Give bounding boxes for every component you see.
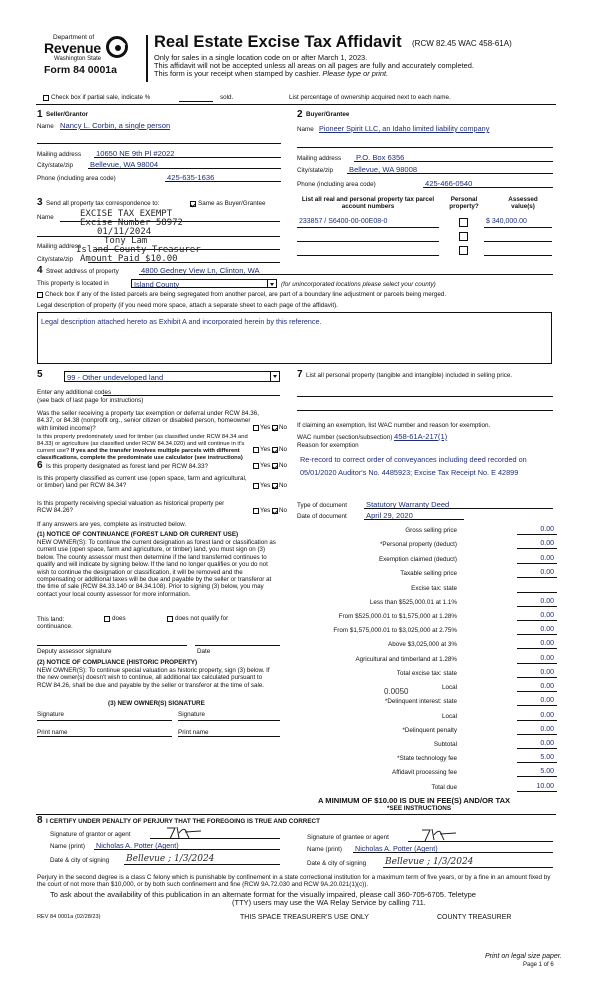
personal-property-checkbox-1[interactable] (459, 218, 468, 227)
buyer-name-line-2 (297, 147, 553, 148)
doc-type[interactable]: Statutory Warranty Deed (366, 500, 450, 509)
forest-yes-checkbox[interactable] (253, 463, 259, 469)
parcel-line-2 (297, 241, 439, 242)
calc-row-label: Local (441, 713, 457, 720)
owner-print-line-1[interactable] (37, 736, 172, 737)
timber-question (37, 434, 252, 462)
calc-row-label: Total excise tax: state (396, 670, 457, 677)
seller-phone[interactable]: 425-635-1636 (167, 173, 215, 182)
grantee-signature-label: Signature of grantee or agent (307, 834, 389, 841)
timber-question-text: Is this property predominately used for timber (as classified under RCW 84.34 and 84.33) or agriculture (as classified under RCW 84.34.020) and will continue in it's current use? (37, 434, 248, 454)
calc-row-label: Less than $525,000.01 at 1.1% (369, 599, 457, 606)
notice-2-body: NEW OWNER(S): To continue special valuation as historic property, sign (3) below. If the new owner(s) doesn't wish to continue, all additional tax calculated pursuant to RCW 84.26, shall be due and payable by the seller or transferor at the time of sale. (37, 667, 270, 689)
assessed-value[interactable]: $ 340,000.00 (486, 218, 527, 225)
calc-row-field[interactable] (517, 548, 557, 549)
exemption-no-checkbox[interactable] (272, 425, 278, 431)
county-dropdown[interactable] (131, 279, 277, 288)
calc-row-value: 0.00 (540, 640, 554, 647)
historic-question: Is this property receiving special valuation as historical property per RCW 84.26? (37, 500, 225, 515)
calc-row-field[interactable] (517, 648, 557, 649)
calc-row-value: 0.00 (540, 555, 554, 562)
exemption-reason[interactable]: Re-record to correct order of conveyances including deed recorded on 05/01/2020 Auditor's No. 4485923; Excise Tax Receipt No. E 42899 (300, 455, 527, 477)
current-use-question: Is this property classified as current use (open space, farm and agricultural, or timber) land per RCW 84.34? (37, 475, 247, 490)
calc-row-label: *Personal property (deduct) (379, 541, 457, 548)
section-4-number: 4 (37, 265, 43, 276)
seller-mail[interactable]: 10650 NE 9th Pl #2022 (96, 149, 175, 158)
calc-row-value: 5.00 (540, 768, 554, 775)
sec3-city-label: City/state/zip (37, 256, 74, 263)
notice-1-heading: (1) NOTICE OF CONTINUANCE (FOREST LAND OR CURRENT USE) (37, 531, 239, 538)
street-address-line (139, 274, 553, 275)
calc-row-value: 0.00 (540, 697, 554, 704)
calc-row-label: Exemption claimed (deduct) (378, 556, 457, 563)
forest-yes-label: Yes (260, 462, 271, 469)
deputy-signature-label: Deputy assessor signature (37, 648, 112, 655)
see-back-note: (see back of last page for instructions) (37, 397, 144, 404)
partial-sale-checkbox[interactable] (43, 95, 49, 101)
county-treasurer: COUNTY TREASURER (437, 914, 512, 921)
calc-row-value: 0.00 (540, 655, 554, 662)
calc-row-field[interactable] (517, 748, 557, 749)
owner-signature-line-1[interactable] (37, 720, 172, 721)
calc-row-field[interactable] (517, 705, 557, 706)
seller-mail-line (94, 157, 281, 158)
forest-question: Is this property designated as forest land per RCW 84.33? (46, 463, 209, 470)
owner-signature-line-2[interactable] (178, 720, 280, 721)
located-in-label: This property is located in (37, 280, 109, 287)
legal-size-note: Print on legal size paper. (485, 953, 562, 960)
continuance-label: continuance. (37, 623, 73, 630)
minimum-due: A MINIMUM OF $10.00 IS DUE IN FEE(S) AND/OR TAX (318, 796, 511, 805)
calc-row-field[interactable] (517, 577, 557, 578)
buyer-city[interactable]: Bellevue, WA 98008 (349, 165, 418, 174)
owner-print-line-2[interactable] (178, 736, 280, 737)
grantee-name-line (353, 852, 553, 853)
buyer-mail-label: Mailing address (297, 155, 342, 162)
legal-description-label: Legal description of property (if you need more space, attach a separate sheet to each page of the affidavit). (37, 302, 338, 309)
county-value: Island County (134, 280, 180, 289)
calc-row-label: Total due (431, 784, 457, 791)
list-percentage-note: List percentage of ownership acquired next to each name. (289, 94, 451, 101)
partial-sale-label: Check box if partial sale, indicate % (51, 94, 151, 101)
calc-row-field[interactable] (517, 691, 557, 692)
owner-signature-label-2: Signature (178, 711, 205, 718)
calc-row-value: 10.00 (536, 783, 554, 790)
current-use-yes-label: Yes (260, 482, 271, 489)
assessed-line-2 (484, 241, 552, 242)
calc-row-label: *Delinquent penalty (402, 727, 457, 734)
personal-property-checkbox-2[interactable] (459, 232, 468, 241)
calc-row-label: From $525,000.01 to $1,575,000 at 1.28% (338, 613, 457, 620)
header-divider (146, 35, 148, 82)
treasurer-use-only: THIS SPACE TREASURER'S USE ONLY (240, 914, 369, 921)
segregated-checkbox[interactable] (37, 292, 43, 298)
calc-row-value: 0.00 (540, 683, 554, 690)
calc-row-field[interactable] (517, 592, 557, 593)
deputy-signature-line[interactable] (37, 645, 187, 646)
send-correspondence-label: Send all property tax correspondence to: (46, 200, 160, 207)
grantor-signature (165, 825, 207, 841)
calc-row-value: 5.00 (540, 754, 554, 761)
revision-label: REV 84 0001a (02/28/23) (37, 914, 101, 920)
grantor-date-city[interactable]: Bellevue ; 1/3/2024 (126, 854, 215, 864)
calc-row-field[interactable] (517, 791, 557, 792)
doc-type-line (364, 508, 553, 509)
stamp-line-6: Amount Paid $10.00 (80, 254, 178, 264)
calc-row-field[interactable] (517, 677, 557, 678)
seller-heading: Seller/Grantor (46, 111, 88, 118)
doc-date-line (364, 519, 464, 520)
grantee-date-label: Date & city of signing (307, 860, 367, 867)
calc-row-label: Subtotal (433, 741, 457, 748)
calc-row-value: 0.00 (540, 712, 554, 719)
grantee-name[interactable]: Nicholas A. Potter (Agent) (355, 844, 438, 853)
calc-row-value: 0.00 (540, 626, 554, 633)
doc-type-label: Type of document (297, 502, 348, 509)
alt-format-line-1: To ask about the availability of this publication in an alternate format for the visually impaired, please call 360-705-6705. Teletype (50, 890, 476, 899)
grantee-date-city[interactable]: Bellevue ; 1/3/2024 (385, 857, 474, 867)
stamp-line-3: 01/11/2024 (97, 227, 152, 237)
calc-row-field[interactable] (517, 734, 557, 735)
section-1-number: 1 (37, 109, 43, 120)
partial-pct-line[interactable] (179, 101, 213, 102)
uninc-note: (for unincorporated locations please select your county) (281, 281, 436, 288)
does-not-checkbox[interactable] (167, 616, 173, 622)
stamp-line-4: Tony Lam (104, 236, 148, 246)
parcel-col-header: List all real and personal property tax parcel account numbers (301, 196, 435, 211)
calc-row-field[interactable] (517, 720, 557, 721)
parcel-line-1 (297, 227, 439, 228)
calc-row-value: 0.00 (540, 669, 554, 676)
section-2-number: 2 (297, 109, 303, 120)
grantor-name-label: Name (print) (50, 843, 85, 850)
calc-row-value: 0.00 (540, 569, 554, 576)
current-use-no-label: No (279, 482, 288, 489)
this-land-label: This land: (37, 616, 65, 623)
forest-no-checkbox[interactable] (272, 463, 278, 469)
top-rule (36, 104, 556, 105)
sold-label: sold. (220, 94, 234, 101)
street-address-label: Street address of property (46, 268, 119, 275)
grantor-name[interactable]: Nicholas A. Potter (Agent) (96, 841, 179, 850)
sec3-name-line-2 (37, 236, 280, 237)
calc-row-value: 0.00 (540, 526, 554, 533)
alt-format-line-2: (TTY) users may use the WA Relay Service by calling 711. (232, 898, 426, 907)
calc-row-field[interactable] (517, 534, 557, 535)
deputy-date-line[interactable] (195, 645, 280, 646)
buyer-phone-label: Phone (including area code) (297, 181, 376, 188)
calc-row-field[interactable] (517, 762, 557, 763)
owner-signature-label-1: Signature (37, 711, 64, 718)
calc-row-label: Above $3,025,000 at 3% (388, 641, 457, 648)
exemption-yes-checkbox[interactable] (253, 425, 259, 431)
segregated-label: Check box if any of the listed parcels are being segregated from another parcel, are part of a boundary line adjustment or parcels being merged. (45, 291, 447, 298)
seller-name-line-2 (37, 143, 281, 144)
local-rate[interactable]: 0.0050 (384, 687, 409, 696)
calc-row-field[interactable] (517, 776, 557, 777)
deputy-date-label: Date (197, 648, 211, 655)
forest-no-label: No (279, 462, 288, 469)
timber-yes-checkbox[interactable] (253, 447, 259, 453)
current-use-yes-checkbox[interactable] (253, 483, 259, 489)
section-8-number: 8 (37, 815, 43, 826)
land-use-dropdown[interactable] (64, 371, 280, 382)
buyer-mail-line (354, 161, 553, 162)
exemption-wac-note: If claiming an exemption, list WAC number and reason for exemption. (297, 422, 491, 429)
assessed-line-1 (484, 227, 552, 228)
owner-print-label-2: Print name (178, 729, 209, 736)
calc-row-label: Gross selling price (405, 527, 457, 534)
same-as-buyer-label: Same as Buyer/Grantee (198, 200, 266, 207)
seller-name[interactable]: Nancy L. Corbin, a single person (60, 121, 171, 130)
stamp-line-2: Excise Number 58972 (80, 218, 183, 228)
does-not-label: does not qualify for (175, 615, 229, 622)
street-address[interactable]: 4800 Gedney View Ln, Clinton, WA (141, 266, 260, 275)
receipt-note: This form is your receipt when stamped by cashier. (154, 69, 321, 78)
grantor-date-line (124, 864, 280, 865)
buyer-name[interactable]: Pioneer Spirit LLC, an Idaho limited liability company (319, 124, 490, 133)
timber-question-note: If yes and the transfer involves multiple parcels with different classifications, complete the predominate use calculator (see instructions) (37, 447, 243, 461)
additional-codes-label: Enter any additional codes (37, 389, 112, 396)
historic-no-checkbox[interactable] (272, 508, 278, 514)
doc-date-label: Date of document (297, 513, 347, 520)
stamp-line-1: EXCISE TAX EXEMPT (80, 209, 173, 219)
timber-yes-label: Yes (260, 446, 271, 453)
wac-number-label: WAC number (section/subsection) (297, 434, 393, 441)
calc-row-value: 0.00 (540, 726, 554, 733)
revenue-wordmark: Revenue (44, 40, 101, 56)
header-line-2: This affidavit will not be accepted unless all areas on all pages are fully and accurately completed. (154, 61, 474, 70)
section-8-rule (36, 814, 556, 815)
calc-row-value: 0.00 (540, 598, 554, 605)
calc-row-label: Excise tax: state (411, 585, 457, 592)
calc-row-value: 0.00 (540, 740, 554, 747)
legal-description: Legal description attached hereto as Exhibit A and incorporated herein by this reference. (41, 317, 322, 326)
chevron-down-icon (270, 372, 279, 382)
personal-property-checkbox-3[interactable] (459, 246, 468, 255)
calc-row-label: Affidavit processing fee (392, 769, 457, 776)
calc-row-label: From $1,575,000.01 to $3,025,000 at 2.75% (333, 627, 457, 634)
seller-city-label: City/state/zip (37, 162, 74, 169)
calc-row-label: Agricultural and timberland at 1.28% (355, 656, 457, 663)
legal-description-box[interactable] (37, 312, 552, 364)
historic-yes-label: Yes (260, 507, 271, 514)
calc-row-label: Local (441, 684, 457, 691)
seller-mail-label: Mailing address (37, 151, 82, 158)
chevron-down-icon (267, 280, 276, 288)
seller-phone-line (165, 181, 281, 182)
grantee-name-label: Name (print) (307, 846, 342, 853)
parcel-number[interactable]: 233857 / S6400-00-00E08-0 (299, 218, 388, 225)
page-number: Page 1 of 6 (523, 962, 554, 968)
notice-2-heading: (2) NOTICE OF COMPLIANCE (HISTORIC PROPERTY) (37, 659, 198, 666)
notice-1-body: NEW OWNER(S): To continue the current designation as forest land or classification as current use (open space, farm and agriculture, or timber) land, you must sign on (3) below. The county assessor must then determine if the land transferred continues to qualify and will indicate by signing below. If the land no longer qualifies or you do not wish to continue the designation or classification, it will be removed and the compensating or additional taxes will be due and payable by the seller or transferor at the time of sale (RCW 84.33.140 or 84.34.108). Prior to signing (3) below, you may contact your local county assessor for more information. (37, 539, 276, 598)
buyer-phone-line (423, 187, 553, 188)
assessed-col-header: Assessed value(s) (508, 196, 538, 211)
calc-row-field[interactable] (517, 563, 557, 564)
header-line-1: Only for sales in a single location code on or after March 1, 2023. (154, 53, 368, 62)
current-use-no-checkbox[interactable] (272, 483, 278, 489)
form-rcw: (RCW 82.45 WAC 458-61A) (412, 39, 512, 48)
section-5-number: 5 (37, 369, 43, 380)
grantor-name-line (94, 849, 280, 850)
personal-col-header: Personal property? (449, 196, 479, 211)
header-line-3 (154, 70, 388, 78)
calc-row-label: Taxable selling price (400, 570, 457, 577)
seller-city-line (88, 168, 281, 169)
grantor-signature-label: Signature of grantor or agent (50, 831, 131, 838)
calc-row-value: 0.00 (540, 612, 554, 619)
buyer-phone[interactable]: 425-466-0540 (425, 179, 473, 188)
type-or-print-note: Please type or print. (322, 69, 389, 78)
calc-row-field[interactable] (517, 634, 557, 635)
seller-phone-label: Phone (including area code) (37, 175, 116, 182)
personal-property-line-2[interactable] (297, 410, 553, 411)
notice-3-heading: (3) NEW OWNER(S) SIGNATURE (108, 700, 205, 707)
does-label: does (112, 615, 126, 622)
exemption-no-label: No (279, 424, 288, 431)
calc-row-label: *Delinquent interest: state (384, 698, 457, 705)
timber-no-checkbox[interactable] (272, 447, 278, 453)
certify-statement: I CERTIFY UNDER PENALTY OF PERJURY THAT THE FOREGOING IS TRUE AND CORRECT (46, 818, 320, 825)
calc-row-field[interactable] (517, 620, 557, 621)
state-text: Washington State (54, 56, 102, 62)
stamp-line-5: Island County Treasurer (76, 245, 201, 255)
section-7-number: 7 (297, 369, 303, 380)
additional-codes-line[interactable] (103, 395, 280, 396)
historic-no-label: No (279, 507, 288, 514)
grantee-signature (420, 827, 462, 843)
timber-no-label: No (279, 446, 288, 453)
land-use-value: 99 - Other undeveloped land (67, 373, 164, 382)
buyer-city-label: City/state/zip (297, 167, 334, 174)
owner-print-label-1: Print name (37, 729, 68, 736)
personal-property-line-1[interactable] (297, 396, 553, 397)
sec3-name-label: Name (37, 214, 54, 221)
assessed-line-3 (484, 255, 552, 256)
buyer-heading: Buyer/Grantee (306, 111, 350, 118)
does-checkbox[interactable] (104, 616, 110, 622)
calc-row-field[interactable] (517, 663, 557, 664)
buyer-city-line (347, 173, 553, 174)
historic-yes-checkbox[interactable] (253, 508, 259, 514)
buyer-mail[interactable]: P.O. Box 6356 (356, 153, 405, 162)
if-yes-note: If any answers are yes, complete as instructed below. (37, 521, 187, 528)
calc-row-value: 0.00 (540, 540, 554, 547)
grantor-date-label: Date & city of signing (50, 857, 110, 864)
see-instructions: *SEE INSTRUCTIONS (387, 805, 452, 812)
sec3-mail-label: Mailing address (37, 243, 82, 250)
exemption-question: Was the seller receiving a property tax exemption or deferral under RCW 84.36, 84.37, or 84.38 (nonprofit org., senior citizen or disabled person, homeowner with limited income)? (37, 410, 260, 432)
buyer-name-label: Name (297, 126, 314, 133)
doc-date[interactable]: April 29, 2020 (366, 511, 413, 520)
wac-number[interactable]: 458-61A-217(1) (394, 432, 448, 441)
dept-of-text: Department of (53, 34, 95, 41)
parcel-line-3 (297, 255, 439, 256)
seller-name-label: Name (37, 123, 54, 130)
calc-row-label: *State technology fee (397, 755, 457, 762)
calc-row-field[interactable] (517, 606, 557, 607)
revenue-swirl-icon (106, 36, 128, 58)
section-3-number: 3 (37, 197, 43, 208)
personal-property-label: List all personal property (tangible and intangible) included in selling price. (306, 372, 513, 379)
form-title: Real Estate Excise Tax Affidavit (154, 33, 402, 51)
grantee-date-line (383, 867, 553, 868)
same-as-buyer-checkbox[interactable] (190, 201, 196, 207)
reason-label: Reason for exemption (297, 442, 359, 449)
exemption-yes-label: Yes (260, 424, 271, 431)
seller-city[interactable]: Bellevue, WA 98004 (90, 160, 159, 169)
section-6-number: 6 (37, 460, 43, 471)
perjury-note: Perjury in the second degree is a class C felony which is punishable by confinement in a state correctional institution for a maximum term of five years, or by a fine in an amount fixed by the court of not more than $10,000, or by both such confinement and fine (RCW 9A.72.030 and RCW 9A.20.021(1)(c)). (37, 874, 551, 888)
form-number: Form 84 0001a (44, 64, 117, 76)
dor-logo (44, 34, 144, 84)
